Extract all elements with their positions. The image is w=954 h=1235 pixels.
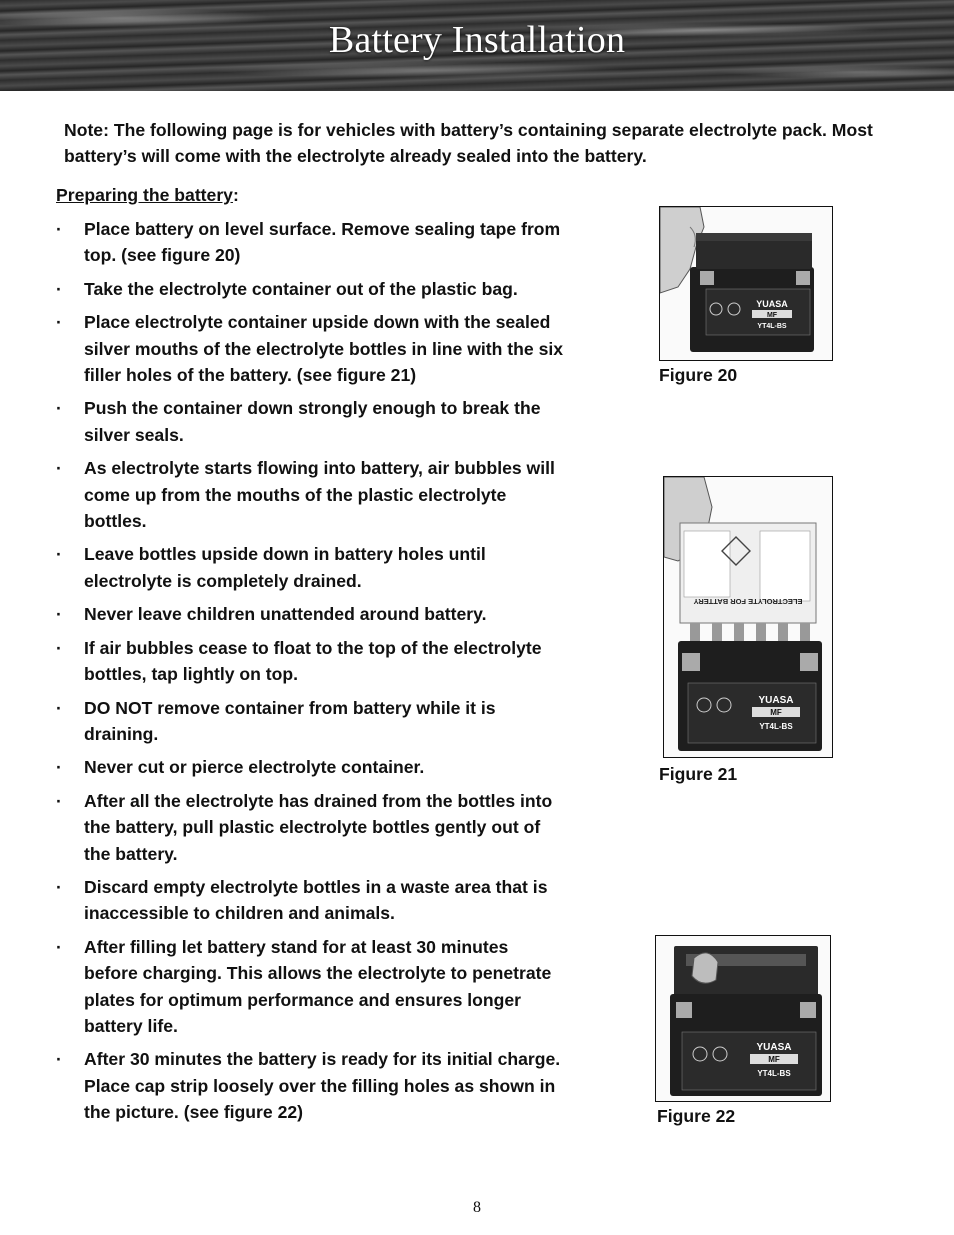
page-number: 8 xyxy=(473,1199,481,1216)
bullet-icon: · xyxy=(56,1049,62,1070)
battery-photo-image xyxy=(660,207,832,360)
battery-model-label: YT4L-BS xyxy=(757,323,787,330)
battery-brand-label: YUASA xyxy=(756,299,788,309)
list-item xyxy=(56,455,566,534)
battery-model-label: YT4L-BS xyxy=(759,722,793,731)
step-text: Place electrolyte container upside down with the sealed silver mouths of the electrolyte bottles in line with the six filler holes of the battery. (see figure 21) xyxy=(84,312,564,386)
figure-22-caption: Figure 22 xyxy=(657,1106,736,1126)
bullet-icon: · xyxy=(56,637,62,658)
list-item xyxy=(56,874,566,927)
step-text: Take the electrolyte container out of the plastic bag. xyxy=(84,278,518,299)
section-heading xyxy=(56,183,239,207)
figure-21-photo xyxy=(663,476,833,758)
step-text: DO NOT remove container from battery while it is draining. xyxy=(84,697,496,744)
section-heading-colon: : xyxy=(232,185,239,205)
bullet-icon: · xyxy=(56,219,62,239)
list-item xyxy=(56,754,566,780)
battery-brand-label: YUASA xyxy=(758,695,794,706)
list-item xyxy=(56,695,566,748)
list-item xyxy=(56,635,566,688)
bullet-icon: · xyxy=(56,544,62,565)
step-text: Place battery on level surface. Remove sealing tape from top. (see figure 20) xyxy=(84,219,561,266)
figure-22-photo xyxy=(655,935,831,1102)
figure-20-photo xyxy=(659,206,833,361)
bullet-icon: · xyxy=(56,604,62,625)
figure-20-caption: Figure 20 xyxy=(659,365,738,385)
list-item xyxy=(56,1046,566,1125)
battery-brand-label: YUASA xyxy=(756,1042,792,1053)
bullet-icon: · xyxy=(56,790,62,811)
step-text: After all the electrolyte has drained from the bottles into the battery, pull plastic electrolyte bottles gently out of the battery. xyxy=(84,790,553,864)
bullet-icon: · xyxy=(56,312,62,333)
step-text: After filling let battery stand for at least 30 minutes before charging. This allows the electrolyte to penetrate plates for optimum performance and ensures longer battery life. xyxy=(84,936,552,1036)
battery-model-label: YT4L-BS xyxy=(757,1069,791,1078)
step-text: Push the container down strongly enough to break the silver seals. xyxy=(84,398,541,445)
list-item xyxy=(56,788,566,867)
battery-badge-label: MF xyxy=(766,312,778,319)
page-title: Battery Installation xyxy=(328,19,626,61)
page-header-banner xyxy=(0,0,954,91)
step-text: Discard empty electrolyte bottles in a waste area that is inaccessible to children and animals. xyxy=(84,876,548,924)
bullet-icon: · xyxy=(56,757,62,778)
step-text: Leave bottles upside down in battery holes until electrolyte is completely drained. xyxy=(84,544,486,591)
step-text: Never cut or pierce electrolyte container. xyxy=(84,757,425,778)
battery-badge-label: MF xyxy=(770,708,782,717)
electrolyte-container-label: ELECTROLYTE FOR BATTERY xyxy=(693,597,803,606)
step-text: If air bubbles cease to float to the top of the electrolyte bottles, tap lightly on top. xyxy=(84,637,542,685)
list-item xyxy=(56,276,566,302)
bullet-icon: · xyxy=(56,936,62,957)
list-item xyxy=(56,216,566,269)
bullet-icon: · xyxy=(56,278,62,299)
preparation-steps-list xyxy=(56,216,566,1133)
battery-photo-image xyxy=(656,936,830,1101)
bullet-icon: · xyxy=(56,458,62,479)
battery-badge-label: MF xyxy=(768,1055,780,1064)
step-text: Never leave children unattended around battery. xyxy=(84,604,487,625)
list-item xyxy=(56,601,566,627)
battery-photo-image xyxy=(664,477,832,757)
step-text: As electrolyte starts flowing into battery, air bubbles will come up from the mouths of the plastic electrolyte bottles. xyxy=(84,458,555,532)
bullet-icon: · xyxy=(56,697,62,718)
list-item xyxy=(56,395,566,448)
step-text: After 30 minutes the battery is ready for its initial charge. Place cap strip loosely over the filling holes as shown in the picture. (see figure 22) xyxy=(84,1049,561,1123)
list-item xyxy=(56,309,566,388)
list-item xyxy=(56,541,566,594)
electrolyte-note: Note: The following page is for vehicles with battery’s containing separate electrolyte pack. Most battery’s will come with the electrolyte already sealed into the battery. xyxy=(64,120,873,166)
bullet-icon: · xyxy=(56,398,62,419)
bullet-icon: · xyxy=(56,876,62,897)
figure-21-caption: Figure 21 xyxy=(659,764,738,784)
list-item xyxy=(56,934,566,1040)
section-heading-text: Preparing the battery xyxy=(56,185,233,205)
